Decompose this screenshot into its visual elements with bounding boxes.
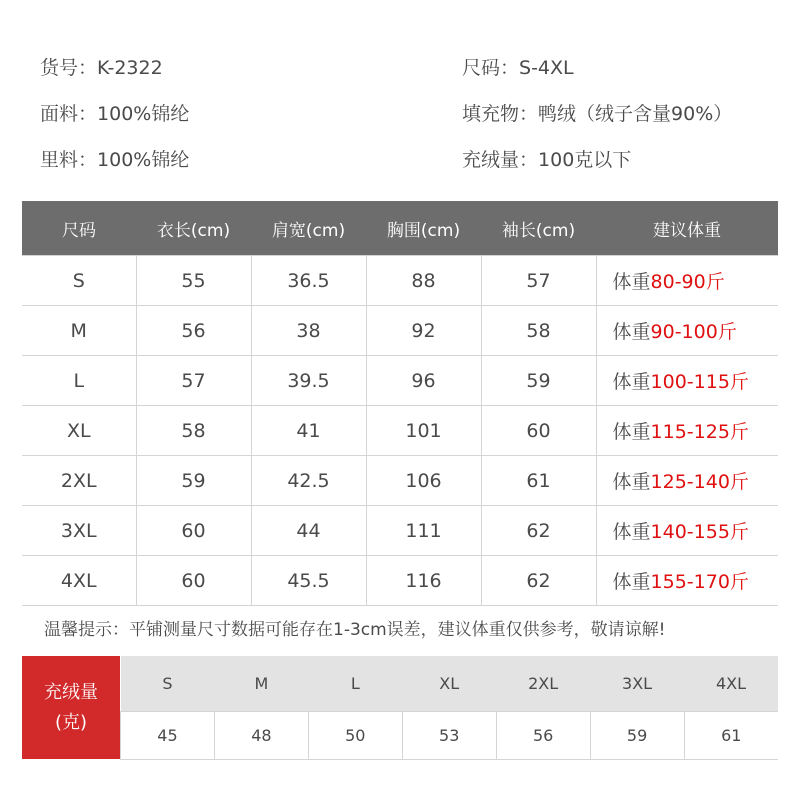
column-header-length: 衣长(cm) bbox=[136, 201, 251, 256]
spec-label: 尺码： bbox=[462, 57, 520, 79]
cell-length: 55 bbox=[136, 256, 251, 306]
cell-chest: 96 bbox=[366, 356, 481, 406]
weight-range: 90-100斤 bbox=[650, 321, 737, 343]
cell-shoulder: 39.5 bbox=[251, 356, 366, 406]
spec-lining bbox=[40, 148, 189, 172]
fill-size-header: 4XL bbox=[684, 656, 778, 712]
table-row bbox=[121, 712, 779, 760]
cell-sleeve: 57 bbox=[481, 256, 596, 306]
cell-chest: 106 bbox=[366, 456, 481, 506]
weight-prefix: 体重 bbox=[612, 271, 651, 293]
cell-size: M bbox=[22, 306, 136, 356]
table-row bbox=[22, 456, 778, 506]
table-row bbox=[22, 556, 778, 606]
cell-weight bbox=[596, 256, 778, 306]
cell-size: 4XL bbox=[22, 556, 136, 606]
cell-shoulder: 36.5 bbox=[251, 256, 366, 306]
cell-sleeve: 62 bbox=[481, 556, 596, 606]
column-header-weight: 建议体重 bbox=[596, 201, 778, 256]
cell-sleeve: 59 bbox=[481, 356, 596, 406]
down-fill-label-unit: (克) bbox=[54, 711, 88, 733]
cell-shoulder: 45.5 bbox=[251, 556, 366, 606]
fill-size-header: S bbox=[121, 656, 215, 712]
size-chart-header-row bbox=[22, 201, 778, 256]
product-specs bbox=[0, 0, 800, 200]
cell-sleeve: 60 bbox=[481, 406, 596, 456]
weight-prefix: 体重 bbox=[612, 321, 651, 343]
table-row bbox=[22, 406, 778, 456]
cell-size: XL bbox=[22, 406, 136, 456]
spec-item-no bbox=[40, 56, 163, 80]
cell-weight bbox=[596, 456, 778, 506]
weight-range: 80-90斤 bbox=[650, 271, 725, 293]
cell-weight bbox=[596, 356, 778, 406]
cell-weight bbox=[596, 406, 778, 456]
cell-sleeve: 62 bbox=[481, 506, 596, 556]
spec-label: 填充物： bbox=[462, 103, 539, 125]
cell-weight bbox=[596, 556, 778, 606]
spec-value: K-2322 bbox=[97, 57, 163, 79]
spec-label: 货号： bbox=[40, 57, 98, 79]
column-header-chest: 胸围(cm) bbox=[366, 201, 481, 256]
cell-length: 59 bbox=[136, 456, 251, 506]
weight-range: 115-125斤 bbox=[650, 421, 749, 443]
weight-range: 140-155斤 bbox=[650, 521, 749, 543]
spec-value: 100%锦纶 bbox=[97, 103, 190, 125]
cell-length: 60 bbox=[136, 506, 251, 556]
fill-size-header: XL bbox=[402, 656, 496, 712]
spec-fill-amount bbox=[462, 148, 631, 172]
spec-filling bbox=[462, 102, 732, 126]
fill-value: 61 bbox=[684, 712, 778, 760]
table-row bbox=[22, 306, 778, 356]
fill-value: 59 bbox=[590, 712, 684, 760]
cell-length: 60 bbox=[136, 556, 251, 606]
weight-range: 125-140斤 bbox=[650, 471, 749, 493]
cell-chest: 88 bbox=[366, 256, 481, 306]
fill-value: 50 bbox=[308, 712, 402, 760]
fill-value: 45 bbox=[121, 712, 215, 760]
cell-length: 56 bbox=[136, 306, 251, 356]
fill-size-header: L bbox=[308, 656, 402, 712]
column-header-sleeve: 袖长(cm) bbox=[481, 201, 596, 256]
weight-range: 155-170斤 bbox=[650, 571, 749, 593]
table-row bbox=[22, 506, 778, 556]
weight-prefix: 体重 bbox=[612, 521, 651, 543]
size-chart-table bbox=[22, 201, 778, 606]
fill-size-header: M bbox=[214, 656, 308, 712]
weight-prefix: 体重 bbox=[612, 421, 651, 443]
weight-range: 100-115斤 bbox=[650, 371, 749, 393]
cell-shoulder: 38 bbox=[251, 306, 366, 356]
cell-chest: 92 bbox=[366, 306, 481, 356]
table-row bbox=[22, 256, 778, 306]
cell-sleeve: 58 bbox=[481, 306, 596, 356]
spec-label: 充绒量： bbox=[462, 149, 539, 171]
spec-value: 鸭绒（绒子含量90%） bbox=[538, 103, 733, 125]
spec-fabric bbox=[40, 102, 189, 126]
cell-shoulder: 41 bbox=[251, 406, 366, 456]
cell-sleeve: 61 bbox=[481, 456, 596, 506]
spec-label: 面料： bbox=[40, 103, 98, 125]
cell-length: 57 bbox=[136, 356, 251, 406]
cell-size: S bbox=[22, 256, 136, 306]
down-fill-label bbox=[22, 656, 120, 759]
down-fill-table bbox=[120, 656, 778, 760]
cell-length: 58 bbox=[136, 406, 251, 456]
table-row bbox=[22, 356, 778, 406]
spec-size-range bbox=[462, 56, 574, 80]
fill-value: 53 bbox=[402, 712, 496, 760]
weight-prefix: 体重 bbox=[612, 471, 651, 493]
down-fill-label-title: 充绒量 bbox=[44, 681, 98, 703]
cell-shoulder: 44 bbox=[251, 506, 366, 556]
fill-size-header: 2XL bbox=[496, 656, 590, 712]
spec-value: 100%锦纶 bbox=[97, 149, 190, 171]
cell-chest: 111 bbox=[366, 506, 481, 556]
spec-value: S-4XL bbox=[519, 57, 574, 79]
spec-value: 100克以下 bbox=[538, 149, 632, 171]
measurement-note: 温馨提示：平铺测量尺寸数据可能存在1-3cm误差，建议体重仅供参考，敬请谅解! bbox=[44, 620, 666, 640]
weight-prefix: 体重 bbox=[612, 571, 651, 593]
cell-chest: 116 bbox=[366, 556, 481, 606]
cell-size: L bbox=[22, 356, 136, 406]
column-header-size: 尺码 bbox=[22, 201, 136, 256]
fill-value: 48 bbox=[214, 712, 308, 760]
fill-value: 56 bbox=[496, 712, 590, 760]
cell-chest: 101 bbox=[366, 406, 481, 456]
cell-shoulder: 42.5 bbox=[251, 456, 366, 506]
cell-weight bbox=[596, 306, 778, 356]
cell-weight bbox=[596, 506, 778, 556]
weight-prefix: 体重 bbox=[612, 371, 651, 393]
down-fill-header-row bbox=[121, 656, 779, 712]
column-header-shoulder: 肩宽(cm) bbox=[251, 201, 366, 256]
cell-size: 3XL bbox=[22, 506, 136, 556]
fill-size-header: 3XL bbox=[590, 656, 684, 712]
spec-label: 里料： bbox=[40, 149, 98, 171]
cell-size: 2XL bbox=[22, 456, 136, 506]
